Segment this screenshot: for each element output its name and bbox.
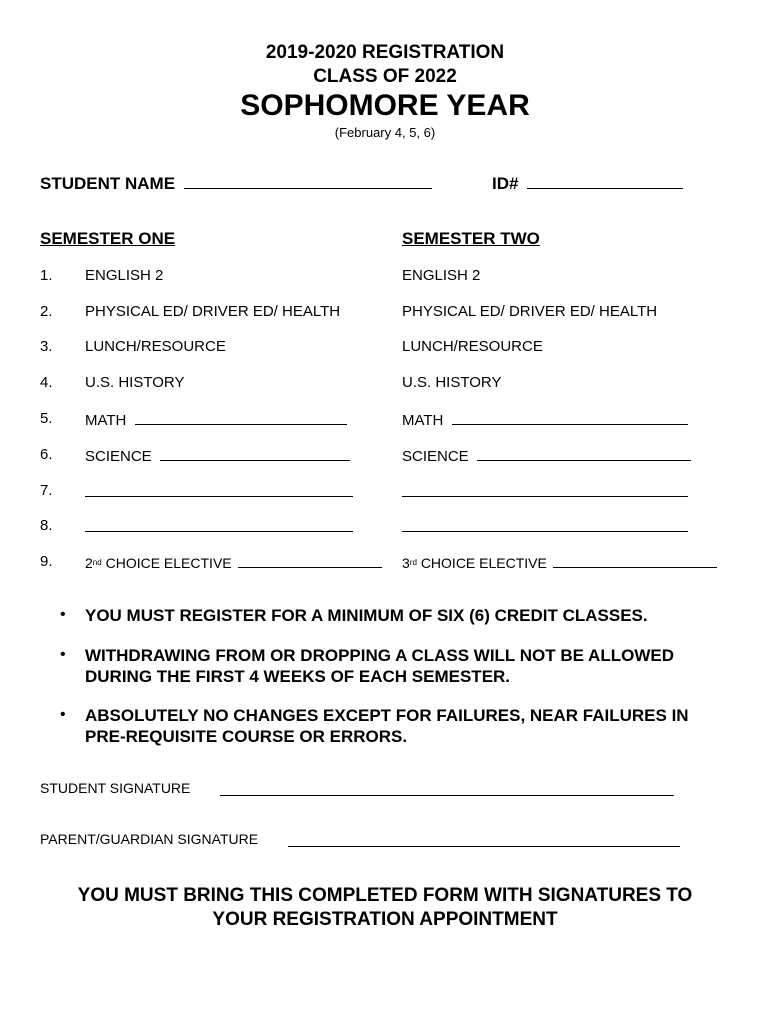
- semester-two-course: CHOICE ELECTIVE: [420, 555, 547, 571]
- rule-line: PRE-REQUISITE COURSE OR ERRORS.: [85, 727, 408, 746]
- row-number: 8.: [40, 517, 53, 534]
- parent-signature-label: PARENT/GUARDIAN SIGNATURE: [40, 831, 259, 847]
- rule-item: [85, 705, 689, 747]
- footer-notice-line: YOU MUST BRING THIS COMPLETED FORM WITH SIGNATURES TO: [77, 885, 693, 906]
- bullet-icon: •: [60, 706, 66, 723]
- semester-one-course: SCIENCE: [85, 448, 152, 465]
- semester-two-course: MATH: [402, 412, 444, 429]
- footer-notice-line: YOUR REGISTRATION APPOINTMENT: [212, 909, 558, 930]
- semester-two-course: ENGLISH 2: [402, 267, 481, 284]
- rule-line: YOU MUST REGISTER FOR A MINIMUM OF SIX (6) CREDIT CLASSES.: [85, 606, 648, 625]
- semester-two-elective-field[interactable]: [402, 482, 688, 497]
- header-line-class: CLASS OF 2022: [313, 66, 457, 87]
- semester-one-course: PHYSICAL ED/ DRIVER ED/ HEALTH: [85, 303, 341, 320]
- semester-two-course: U.S. HISTORY: [402, 374, 502, 391]
- row-number: 1.: [40, 267, 53, 284]
- choice-number: 3: [402, 555, 410, 571]
- row-number: 7.: [40, 482, 53, 499]
- choice-ordinal: nd: [92, 558, 102, 567]
- semester-two-science-field[interactable]: [477, 446, 691, 461]
- header-line-registration: 2019-2020 REGISTRATION: [265, 42, 505, 63]
- semester-two-course: LUNCH/RESOURCE: [402, 338, 543, 355]
- semester-one-course: LUNCH/RESOURCE: [85, 338, 226, 355]
- semester-one-blank-row: [85, 482, 353, 501]
- semester-two-course: PHYSICAL ED/ DRIVER ED/ HEALTH: [402, 303, 658, 320]
- row-number: 5.: [40, 410, 53, 427]
- student-id-field[interactable]: [527, 174, 683, 189]
- student-name-label: STUDENT NAME: [40, 174, 176, 193]
- semester-one-elective-field[interactable]: [85, 517, 353, 532]
- student-name-row: [40, 174, 432, 194]
- row-number: 3.: [40, 338, 53, 355]
- student-id-row: [492, 174, 683, 194]
- semester-one-heading: SEMESTER ONE: [40, 229, 176, 248]
- semester-one-science-row: [85, 446, 350, 465]
- student-name-field[interactable]: [184, 174, 432, 189]
- semester-two-blank-row: [402, 517, 688, 536]
- semester-two-third-choice-field[interactable]: [553, 553, 717, 568]
- semester-one-science-field[interactable]: [160, 446, 350, 461]
- semester-two-math-field[interactable]: [452, 410, 688, 425]
- semester-one-second-choice-field[interactable]: [238, 553, 382, 568]
- semester-one-elective-field[interactable]: [85, 482, 353, 497]
- bullet-icon: •: [60, 646, 66, 663]
- semester-two-science-row: [402, 446, 691, 465]
- semester-two-heading: SEMESTER TWO: [402, 229, 540, 248]
- semester-one-course: MATH: [85, 412, 127, 429]
- semester-one-math-row: [85, 410, 347, 429]
- row-number: 6.: [40, 446, 53, 463]
- choice-ordinal: rd: [409, 558, 417, 567]
- semester-one-course: ENGLISH 2: [85, 267, 164, 284]
- rule-line: DURING THE FIRST 4 WEEKS OF EACH SEMESTER.: [85, 667, 511, 686]
- semester-one-course: CHOICE ELECTIVE: [105, 555, 232, 571]
- rule-item: [85, 645, 674, 687]
- page-title: SOPHOMORE YEAR: [240, 89, 530, 122]
- student-id-label: ID#: [492, 174, 519, 193]
- student-signature-field[interactable]: [220, 781, 674, 796]
- row-number: 4.: [40, 374, 53, 391]
- student-signature-label: STUDENT SIGNATURE: [40, 780, 191, 796]
- semester-one-blank-row: [85, 517, 353, 536]
- row-number: 2.: [40, 303, 53, 320]
- row-number: 9.: [40, 553, 53, 570]
- semester-two-elective-field[interactable]: [402, 517, 688, 532]
- semester-two-third-choice-row: [402, 553, 717, 571]
- semester-one-course: U.S. HISTORY: [85, 374, 185, 391]
- parent-signature-field[interactable]: [288, 832, 680, 847]
- semester-two-math-row: [402, 410, 688, 429]
- semester-two-course: SCIENCE: [402, 448, 469, 465]
- choice-number: 2: [85, 555, 93, 571]
- rule-line: WITHDRAWING FROM OR DROPPING A CLASS WILL NOT BE ALLOWED: [85, 646, 674, 665]
- semester-one-math-field[interactable]: [135, 410, 347, 425]
- rule-item: [85, 605, 648, 626]
- bullet-icon: •: [60, 606, 66, 623]
- semester-one-second-choice-row: [85, 553, 382, 571]
- registration-dates: (February 4, 5, 6): [334, 125, 436, 140]
- semester-two-blank-row: [402, 482, 688, 501]
- rule-line: ABSOLUTELY NO CHANGES EXCEPT FOR FAILURES, NEAR FAILURES IN: [85, 706, 689, 725]
